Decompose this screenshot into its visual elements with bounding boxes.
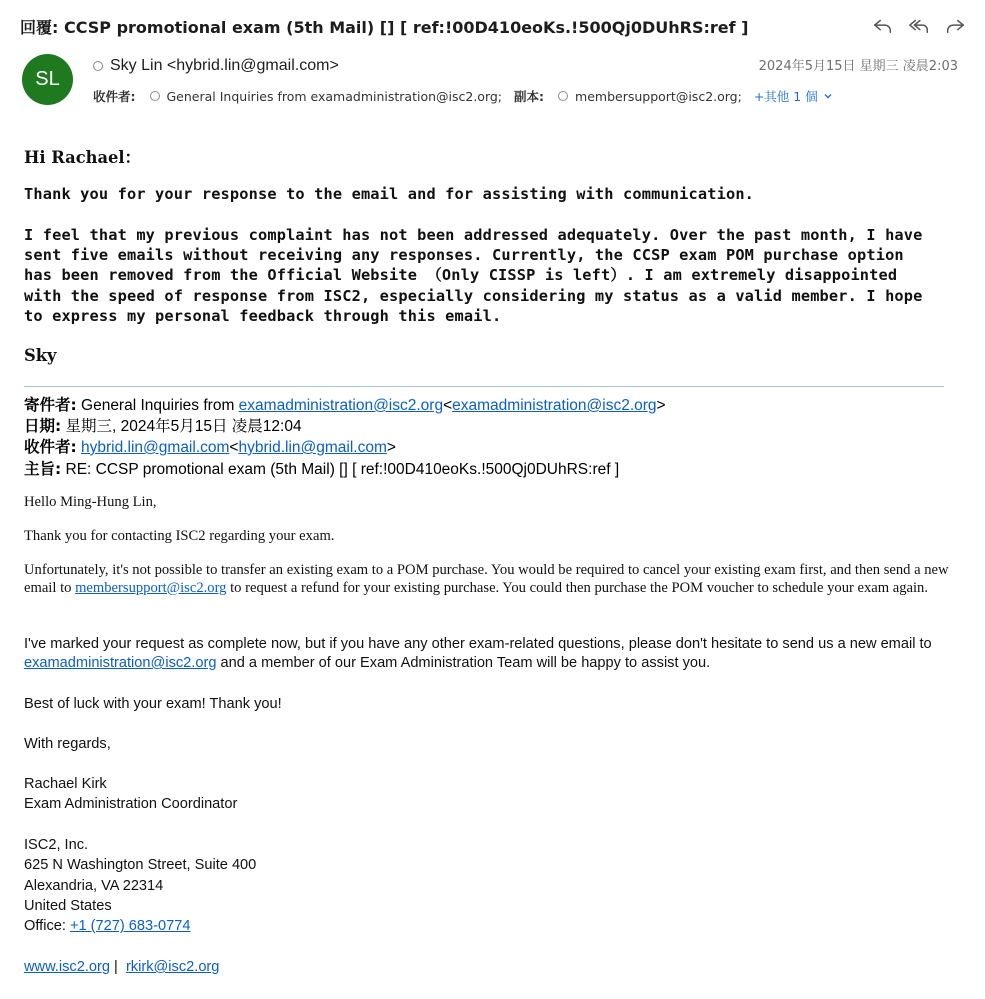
cc-recipient[interactable]: membersupport@isc2.org; <box>575 88 742 104</box>
quoted-from-label: 寄件者: <box>24 396 77 414</box>
quoted-p2-b: and a member of our Exam Administration Team will be happy to assist you. <box>216 655 711 671</box>
address-block <box>24 835 256 936</box>
quoted-p2-a: I've marked your request as complete now, but if you have any other exam-related questions, please don't hesitate to send us a new email to <box>24 636 932 652</box>
address-org: ISC2, Inc. <box>24 837 89 853</box>
reply-all-button[interactable] <box>907 14 931 38</box>
quoted-date-label: 日期: <box>24 417 62 435</box>
status-ring-icon <box>150 91 160 101</box>
quoted-from: 寄件者: General Inquiries from examadministration@isc2.org<examadministration@isc2.org> <box>24 396 666 414</box>
quoted-date-value: 星期三, 2024年5月15日 凌晨12:04 <box>65 418 302 435</box>
signature-block <box>24 774 237 815</box>
address-country: United States <box>24 897 112 914</box>
quoted-luck: Best of luck with your exam! Thank you! <box>24 696 282 712</box>
quoted-subject-label: 主旨: <box>24 460 62 478</box>
sender-line[interactable] <box>93 57 339 75</box>
quoted-paragraph-1 <box>24 562 949 597</box>
quoted-from-prefix: General Inquiries from <box>81 397 235 414</box>
reply-signoff: Sky <box>24 346 57 365</box>
quoted-subject-value: RE: CCSP promotional exam (5th Mail) [] [ ref:!00D410eoKs.!500Qj0DUhRS:ref ] <box>65 461 620 478</box>
phone-link[interactable]: +1 (727) 683-0774 <box>69 918 191 935</box>
quoted-hello: Hello Ming-Hung Lin, <box>24 494 157 510</box>
reply-icon <box>872 15 894 37</box>
status-ring-icon <box>558 91 568 101</box>
quoted-p1-b: to request a refund for your existing purchase. You could then purchase the POM voucher to schedule your exam again. <box>226 579 929 596</box>
quoted-to-email-link[interactable]: hybrid.lin@gmail.com <box>81 439 230 456</box>
status-ring-icon <box>93 61 103 71</box>
office-label: Office: <box>24 918 70 935</box>
reply-paragraph-1: Thank you for your response to the email and for assisting with communication. <box>24 185 755 203</box>
quoted-from-email-link[interactable]: examadministration@isc2.org <box>238 397 444 414</box>
signature-role: Exam Administration Coordinator <box>24 796 238 813</box>
quoted-to-email-link-2[interactable]: hybrid.lin@gmail.com <box>238 439 387 456</box>
reply-paragraph-2: I feel that my previous complaint has not been addressed adequately. Over the past month, I have sent five emails without receiving any responses. Currently, the CCSP exam POM purchase option has been removed from the Official Website （Only CISSP is left）. I am extremely disappointed with the speed of response from ISC2, especially considering my status as a valid member. I hope to express my personal feedback through this email. <box>24 226 923 325</box>
to-label: 收件者: <box>93 89 136 104</box>
forward-button[interactable] <box>943 14 967 38</box>
quote-divider <box>24 386 944 387</box>
quoted-subject <box>24 457 619 479</box>
more-recipients-label: +其他 1 個 <box>753 89 818 104</box>
more-recipients-button[interactable] <box>754 87 833 105</box>
footer-links <box>24 957 219 977</box>
quoted-paragraph-2 <box>24 635 954 673</box>
quoted-p1-a: Unfortunately, it's not possible to transfer an existing exam to a POM purchase. You would be required to cancel your existing exam first, and then send a new email to <box>24 562 949 596</box>
footer-separator: | <box>109 959 126 975</box>
sender-avatar: SL <box>22 54 73 105</box>
cc-label: 副本: <box>514 89 545 104</box>
signature-name: Rachael Kirk <box>24 776 107 792</box>
reply-button[interactable] <box>871 14 895 38</box>
reply-all-icon <box>908 15 930 37</box>
address-line-1: 625 N Washington Street, Suite 400 <box>24 857 257 874</box>
message-actions <box>871 14 967 38</box>
quoted-from-email-link-2[interactable]: examadministration@isc2.org <box>452 397 657 414</box>
membersupport-link[interactable]: membersupport@isc2.org <box>75 579 227 596</box>
to-recipient[interactable]: General Inquiries from examadministration@isc2.org; <box>166 88 503 104</box>
quoted-to: 收件者: hybrid.lin@gmail.com<hybrid.lin@gmail.com> <box>24 438 396 456</box>
forward-icon <box>944 15 966 37</box>
quoted-date <box>24 414 302 436</box>
chevron-down-icon <box>823 91 833 101</box>
quoted-thanks: Thank you for contacting ISC2 regarding your exam. <box>24 528 335 544</box>
sender-name: Sky Lin <hybrid.lin@gmail.com> <box>110 57 339 74</box>
website-link[interactable]: www.isc2.org <box>24 959 110 975</box>
quoted-regards: With regards, <box>24 736 111 752</box>
examadmin-link[interactable]: examadministration@isc2.org <box>24 655 217 671</box>
quoted-to-label: 收件者: <box>24 438 77 456</box>
email-subject: 回覆: CCSP promotional exam (5th Mail) [] [ ref:!00D410eoKs.!500Qj0DUhRS:ref ] <box>20 18 749 37</box>
reply-greeting: Hi Rachael： <box>24 148 141 167</box>
recipients-line <box>93 87 833 105</box>
rkirk-email-link[interactable]: rkirk@isc2.org <box>125 959 220 975</box>
message-date: 2024年5月15日 星期三 凌晨2:03 <box>758 59 958 74</box>
address-line-2: Alexandria, VA 22314 <box>24 877 164 894</box>
office-line <box>24 916 256 936</box>
